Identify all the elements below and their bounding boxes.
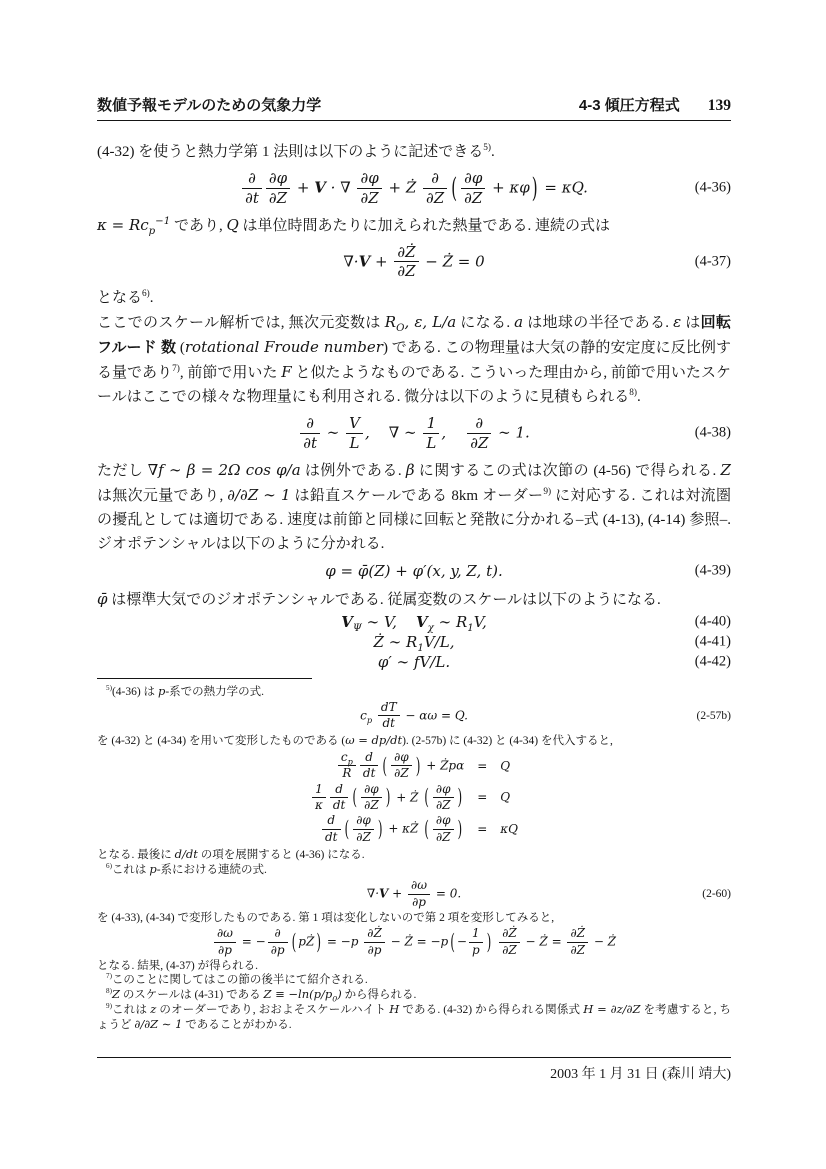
equation-4-37 — [97, 244, 731, 281]
equation-4-39 — [97, 562, 731, 581]
equation-2-60-number: (2-60) — [702, 888, 731, 901]
paragraph-exception: ただし ∇f ∼ β = 2Ω cos φ/a は例外である. β に関するこの式は次節の (4-56) で得られる. Z は無次元量であり, ∂/∂Z ∼ 1 は鉛直スケールである 8km オーダー$^{9)}$ に対応する. これは対流圏の擾乱としては適切である. 速度は前節と同様に回転と発散に分かれる–式 (4-13), (4-14) 参照–. ジオポテンシャルは以下のように分かれる. — [97, 460, 731, 552]
section-title: 4-3 傾圧方程式 — [578, 97, 680, 114]
equation-2-60 — [97, 879, 731, 909]
equation-4-39-body: φ = φ̄(Z) + φ′(x, y, Z, t). — [325, 561, 503, 580]
footnote-6-chain-equation — [97, 927, 731, 957]
book-title: 数値予報モデルのための気象力学 — [97, 97, 322, 114]
equation-2-57b-body: $c_p$ $\frac{dT}{dt}$ − αω = Q. — [360, 699, 468, 731]
equation-2-60-body: ∇·V + $\frac{\partial\omega}{\partial p}$ = 0. — [366, 878, 462, 909]
equation-4-41 — [97, 633, 731, 652]
page-header — [97, 94, 731, 121]
footer-rule — [97, 1057, 731, 1058]
footnote-5-intro: $^{5)}$(4-36) は p-系での熱力学の式. — [106, 683, 265, 698]
equation-4-41-body: Ż ∼ $R_1V/L$, — [373, 632, 455, 654]
footnote-separator-rule — [97, 678, 312, 679]
footnote-8: $^{8)}$Z のスケールは (4-31) である $Z \equiv -\ln(p/p_0)$ から得られる. — [106, 987, 417, 1004]
footnote-6-chain-equation-body: $\frac{\partial\omega}{\partial p}$ = − $\frac{\partial}{\partial p}$ ( pŻ ) = −p $\frac{\partial Ż}{\partial p}$ − Ż = −p ( − $\frac{1}{p}$ ) $\frac{\partial Ż}{\partial Z}$ − Ż = $\frac{\partial Ż}{\partial Z}$ − Ż — [212, 927, 616, 957]
footnote-9: $^{9)}$これは z のオーダーであり, おおよそスケールハイト H である. (4-32) から得られる関係式 H = ∂z/∂Z を考慮すると, ちょうど ∂/∂Z ∼ 1 であることがわかる. — [97, 1002, 732, 1032]
paragraph-intro: (4-32) を使うと熱力学第 1 法則は以下のように記述できる$^{5)}$. — [97, 143, 495, 160]
footnote-5-end: となる. 最後に d/dt の項を展開すると (4-36) になる. — [97, 847, 365, 862]
equation-4-38 — [97, 415, 731, 452]
equation-4-40-body: $V_\Psi$ ∼ V, $V_\chi$ ∼ $R_1V$, — [341, 612, 487, 634]
aligned-equation-row: $\frac{d}{dt}$ ( $\frac{\partial\varphi}{\partial Z}$ ) + κŻ ( $\frac{\partial\varphi}{\partial Z}$ ) = κQ — [310, 813, 518, 845]
paragraph-scale-analysis: ここでのスケール解析では, 無次元変数は $R_O$, ε, L/a になる. a は地球の半径である. ε は回転フルード 数 (rotational Froude number) である. この物理量は大気の静的安定度に反比例する量であり$^{7)}$, 前節で用いた F と似たようなものである. こういった理由から, 前節で用いたスケールはここでの様々な物理量にも利用される. 微分は以下のように見積もられる$^{8)}$. — [97, 313, 731, 406]
paragraph-kappa: $\kappa = Rc_p^{-1}$ であり, Q は単位時間あたりに加えられた熱量である. 連続の式は — [97, 215, 611, 237]
aligned-equation-row: $\frac{c_p}{R}$ $\frac{d}{dt}$ ( $\frac{\partial\varphi}{\partial Z}$ ) + Żpα = Q — [310, 750, 518, 782]
equation-4-38-number: (4-38) — [694, 424, 731, 441]
equation-4-42-body: φ′ ∼ fV/L. — [377, 652, 451, 671]
equation-4-40 — [97, 613, 731, 632]
equation-4-36 — [97, 170, 731, 207]
page-body — [97, 140, 731, 1032]
equation-4-37-number: (4-37) — [694, 253, 731, 270]
header-right — [579, 94, 731, 115]
equation-2-57b — [97, 701, 731, 731]
equation-2-57b-number: (2-57b) — [696, 709, 731, 722]
equation-4-38-body: $\frac{\partial}{\partial t}$ ∼ $\frac{V}{L}$ , ∇ ∼ $\frac{1}{L}$ , $\frac{\partial}{\partial Z}$ ∼ 1. — [298, 415, 530, 452]
equation-4-37-body: ∇·V + $\frac{\partial Ż}{\partial Z}$ − Ż = 0 — [343, 242, 485, 281]
footnote-6-middle: を (4-33), (4-34) で変形したものである. 第 1 項は変化しないので第 2 項を変形してみると, — [97, 912, 555, 925]
equation-4-36-body: $\frac{\partial}{\partial t}$ $\frac{\partial\varphi}{\partial Z}$ + V · ∇ $\frac{\partial\varphi}{\partial Z}$ + Ż $\frac{\partial}{\partial Z}$ ( $\frac{\partial\varphi}{\partial Z}$ + κφ ) = κQ. — [240, 170, 588, 207]
paragraph-geopotential: φ̄ は標準大気でのジオポテンシャルである. 従属変数のスケールは以下のようになる. — [97, 589, 661, 608]
equation-4-41-number: (4-41) — [694, 633, 731, 650]
footnote-6-intro: $^{6)}$これは p-系における連続の式. — [106, 862, 267, 877]
paragraph-tonaru: となる$^{6)}$. — [97, 289, 154, 307]
footnote-5-aligned-equations — [310, 750, 518, 846]
equation-4-42-number: (4-42) — [694, 653, 731, 670]
equation-4-39-number: (4-39) — [694, 562, 731, 579]
page-number: 139 — [707, 97, 731, 114]
footnote-6-end: となる. 結果, (4-37) が得られる. — [97, 960, 258, 973]
aligned-equation-row: $\frac{1}{\kappa}$ $\frac{d}{dt}$ ( $\frac{\partial\varphi}{\partial Z}$ ) + Ż ( $\frac{\partial\varphi}{\partial Z}$ ) = Q — [310, 782, 518, 814]
equation-4-40-number: (4-40) — [694, 613, 731, 630]
equation-4-36-number: (4-36) — [694, 179, 731, 196]
equation-4-42 — [97, 653, 731, 672]
footnote-5-middle: を (4-32) と (4-34) を用いて変形したものである (ω = dp/dt). (2-57b) に (4-32) と (4-34) を代入すると, — [97, 732, 613, 747]
footer-date-author: 2003 年 1 月 31 日 (森川 靖大) — [550, 1067, 731, 1082]
footnote-7: $^{7)}$このことに関してはこの節の後半にて紹介される. — [106, 972, 368, 987]
